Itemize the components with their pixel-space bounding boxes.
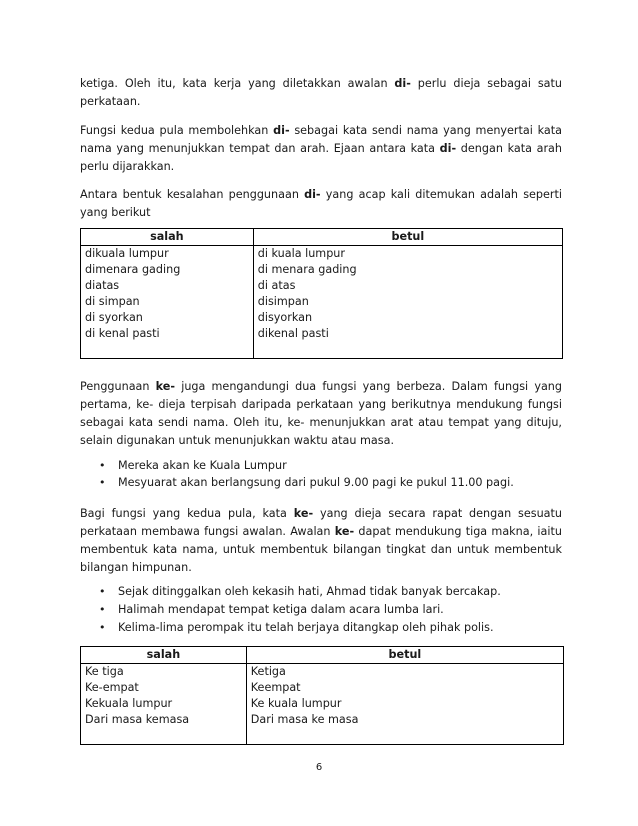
list-item <box>80 601 562 619</box>
cell-betul: di atas <box>253 278 562 294</box>
text-span: Bagi fungsi yang kedua pula, kata <box>80 507 294 520</box>
list-item <box>80 583 562 601</box>
bold-prefix: ke- <box>334 525 355 538</box>
bold-prefix: ke- <box>293 507 314 520</box>
bold-prefix: di- <box>439 142 457 155</box>
table-row <box>81 728 564 745</box>
list-item-text: Kelima-lima perompak itu telah berjaya ditangkap oleh pihak polis. <box>118 621 494 634</box>
list-item-text: Halimah mendapat tempat ketiga dalam acara lumba lari. <box>118 603 444 616</box>
example-list-ke-preposition <box>80 457 562 491</box>
table-row <box>81 294 563 310</box>
text-span: sebagai kata sendi nama yang menyertai kata nama yang menunjukkan tempat dan arah. Ejaan antara kata <box>80 124 562 155</box>
bold-prefix: di- <box>273 124 290 137</box>
list-item-text: Sejak ditinggalkan oleh kekasih hati, Ahmad tidak banyak bercakap. <box>118 585 501 598</box>
cell-betul: dikenal pasti <box>253 326 562 342</box>
list-item-text: Mesyuarat akan berlangsung dari pukul 9.00 pagi ke pukul 11.00 pagi. <box>118 476 514 489</box>
cell-salah: diatas <box>81 278 254 294</box>
cell-betul: disyorkan <box>253 310 562 326</box>
cell-salah: dimenara gading <box>81 262 254 278</box>
cell-betul <box>253 342 562 359</box>
bold-prefix: ke- <box>155 380 176 393</box>
cell-salah: dikuala lumpur <box>81 246 254 263</box>
bold-prefix: di- <box>394 77 411 90</box>
text-span: yang acap kali ditemukan adalah seperti yang berikut <box>80 188 562 219</box>
page-number: 6 <box>315 762 323 773</box>
cell-betul <box>246 728 563 745</box>
paragraph-di-second-function <box>80 122 562 176</box>
table-header-row <box>81 229 563 246</box>
text-span: perlu dieja sebagai satu perkataan. <box>80 77 562 108</box>
text-span: ketiga. Oleh itu, kata kerja yang diletakkan awalan <box>80 77 395 90</box>
cell-salah: di syorkan <box>81 310 254 326</box>
text-span: dengan kata arah perlu dijarakkan. <box>80 142 562 173</box>
cell-betul: disimpan <box>253 294 562 310</box>
cell-salah: di simpan <box>81 294 254 310</box>
table-row <box>81 712 564 728</box>
text-span: Fungsi kedua pula membolehkan <box>80 124 274 137</box>
table-row <box>81 262 563 278</box>
bullet-icon: • <box>99 476 106 489</box>
cell-salah <box>81 728 247 745</box>
column-header-betul: betul <box>253 229 562 246</box>
cell-betul: di menara gading <box>253 262 562 278</box>
text-span: Antara bentuk kesalahan penggunaan <box>80 188 305 201</box>
table-row <box>81 326 563 342</box>
cell-betul: di kuala lumpur <box>253 246 562 263</box>
table-row <box>81 342 563 359</box>
text-span: dapat mendukung tiga makna, iaitu membentuk kata nama, untuk membentuk bilangan tingkat dan untuk membentuk bilangan himpunan. <box>80 525 562 574</box>
column-header-salah: salah <box>81 647 247 664</box>
column-header-salah: salah <box>81 229 254 246</box>
cell-salah: Kekuala lumpur <box>81 696 247 712</box>
list-item <box>80 619 562 637</box>
paragraph-di-single-word <box>80 75 562 111</box>
list-item <box>80 474 562 491</box>
bullet-icon: • <box>99 603 106 616</box>
cell-betul: Keempat <box>246 680 563 696</box>
cell-salah: Dari masa kemasa <box>81 712 247 728</box>
cell-betul: Ketiga <box>246 664 563 681</box>
table-row <box>81 696 564 712</box>
cell-salah: Ke-empat <box>81 680 247 696</box>
list-item-text: Mereka akan ke Kuala Lumpur <box>118 459 287 472</box>
table-row <box>81 246 563 263</box>
cell-betul: Ke kuala lumpur <box>246 696 563 712</box>
cell-salah: Ke tiga <box>81 664 247 681</box>
table-row <box>81 664 564 681</box>
paragraph-ke-first-function <box>80 378 562 450</box>
table-row <box>81 680 564 696</box>
ke-usage-table <box>80 646 564 745</box>
bullet-icon: • <box>99 585 106 598</box>
bullet-icon: • <box>99 459 106 472</box>
table-header-row <box>81 647 564 664</box>
paragraph-ke-second-function <box>80 505 562 577</box>
bold-prefix: di- <box>304 188 321 201</box>
table-row <box>81 278 563 294</box>
text-span: Penggunaan <box>80 380 156 393</box>
text-span: juga mengandungi dua fungsi yang berbeza. Dalam fungsi yang pertama, ke- dieja terpisah daripada perkataan yang berikutnya mendukung fungsi sebagai kata sendi nama. Oleh itu, ke- menunjukkan arat atau tempat yang dituju, selain digunakan untuk menunjukkan waktu atau masa. <box>80 380 562 447</box>
bullet-icon: • <box>99 621 106 634</box>
text-span: yang dieja secara rapat dengan sesuatu perkataan membawa fungsi awalan. Awalan <box>80 507 562 538</box>
example-list-ke-prefix <box>80 583 562 637</box>
paragraph-di-errors-intro <box>80 186 562 222</box>
cell-salah <box>81 342 254 359</box>
column-header-betul: betul <box>246 647 563 664</box>
cell-betul: Dari masa ke masa <box>246 712 563 728</box>
table-row <box>81 310 563 326</box>
list-item <box>80 457 562 474</box>
cell-salah: di kenal pasti <box>81 326 254 342</box>
di-usage-table <box>80 228 563 359</box>
